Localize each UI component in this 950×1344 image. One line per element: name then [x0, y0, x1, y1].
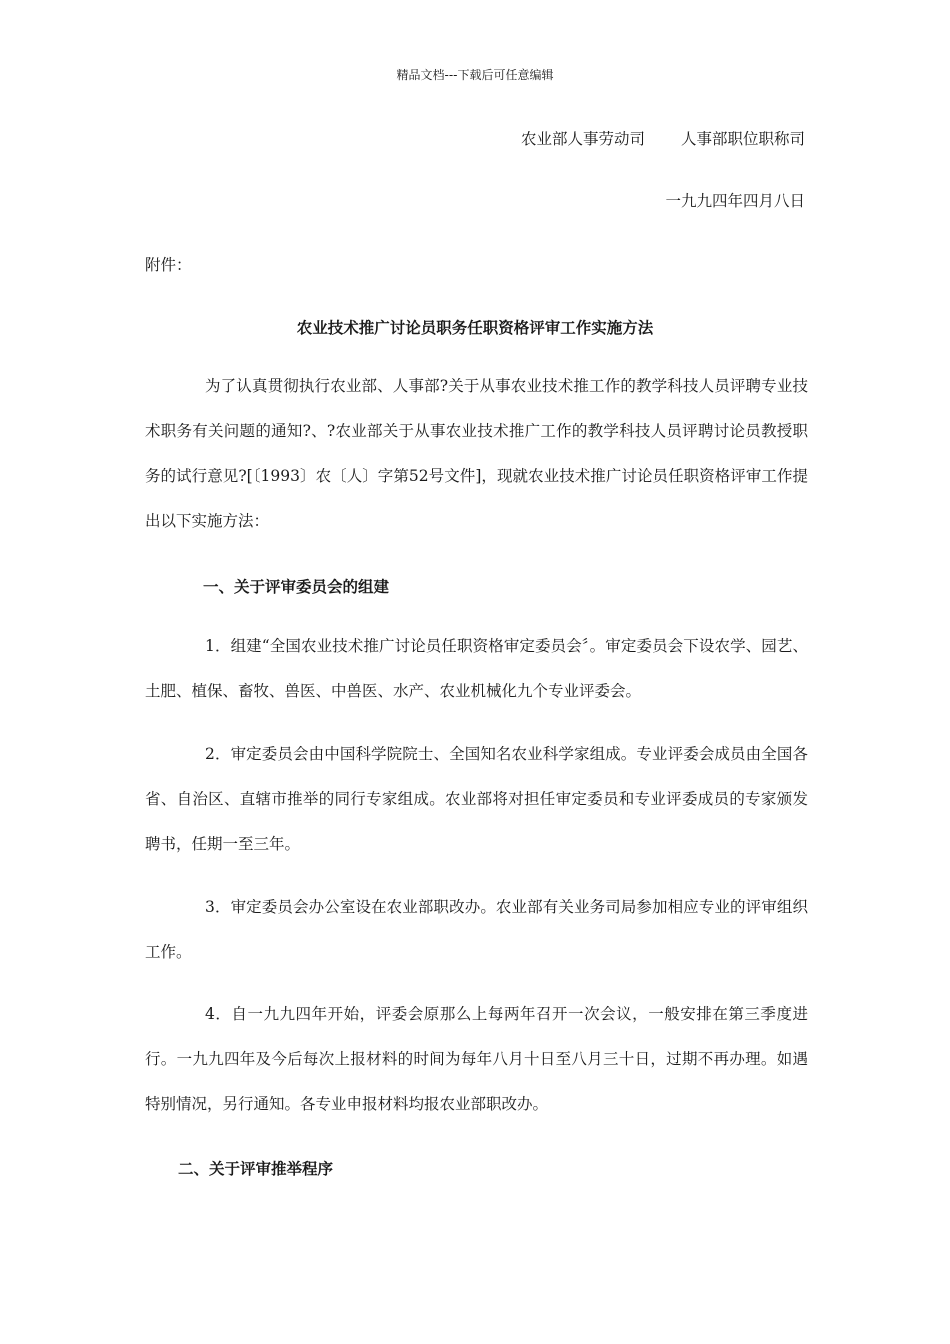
signature-org-agriculture: 农业部人事劳动司 — [520, 130, 645, 148]
section1-item-3: 3．审定委员会办公室设在农业部职改办。农业部有关业务司局参加相应专业的评审组织工作。 — [145, 898, 808, 961]
section-heading-procedure: 二、关于评审推举程序 — [178, 1160, 334, 1178]
intro-paragraph: 为了认真贯彻执行农业部、人事部?关于从事农业技术推工作的教学科技人员评聘专业技术职务有关问题的通知?、?农业部关于从事农业技术推广工作的教学科技人员评聘讨论员教授职务的试行意见?[〔1993〕农〔人〕字第52号文件]，现就农业技术推广讨论员任职资格评审工作提出以下实施方法： — [145, 377, 808, 530]
header-note: 精品文档---下载后可任意编辑 — [396, 68, 554, 82]
attachment-label: 附件： — [145, 256, 192, 274]
section1-item-1: 1．组建“全国农业技术推广讨论员任职资格审定委员会〞。审定委员会下设农学、园艺、土肥、植保、畜牧、兽医、中兽医、水产、农业机械化九个专业评委会。 — [145, 637, 808, 700]
section1-item-2: 2．审定委员会由中国科学院院士、全国知名农业科学家组成。专业评委会成员由全国各省、自治区、直辖市推举的同行专家组成。农业部将对担任审定委员和专业评委成员的专家颁发聘书，任期一至三年。 — [145, 745, 808, 853]
signature-orgs — [521, 127, 805, 149]
section-heading-committee: 一、关于评审委员会的组建 — [203, 578, 390, 596]
document-title: 农业技术推广讨论员职务任职资格评审工作实施方法 — [296, 319, 654, 337]
signature-date: 一九九四年四月八日 — [665, 192, 805, 210]
signature-org-personnel: 人事部职位职称司 — [680, 130, 805, 148]
section1-item-4: 4．自一九九四年开始，评委会原那么上每两年召开一次会议，一般安排在第三季度进行。一九九四年及今后每次上报材料的时间为每年八月十日至八月三十日，过期不再办理。如遇特别情况，另行通知。各专业申报材料均报农业部职改办。 — [145, 1005, 808, 1113]
